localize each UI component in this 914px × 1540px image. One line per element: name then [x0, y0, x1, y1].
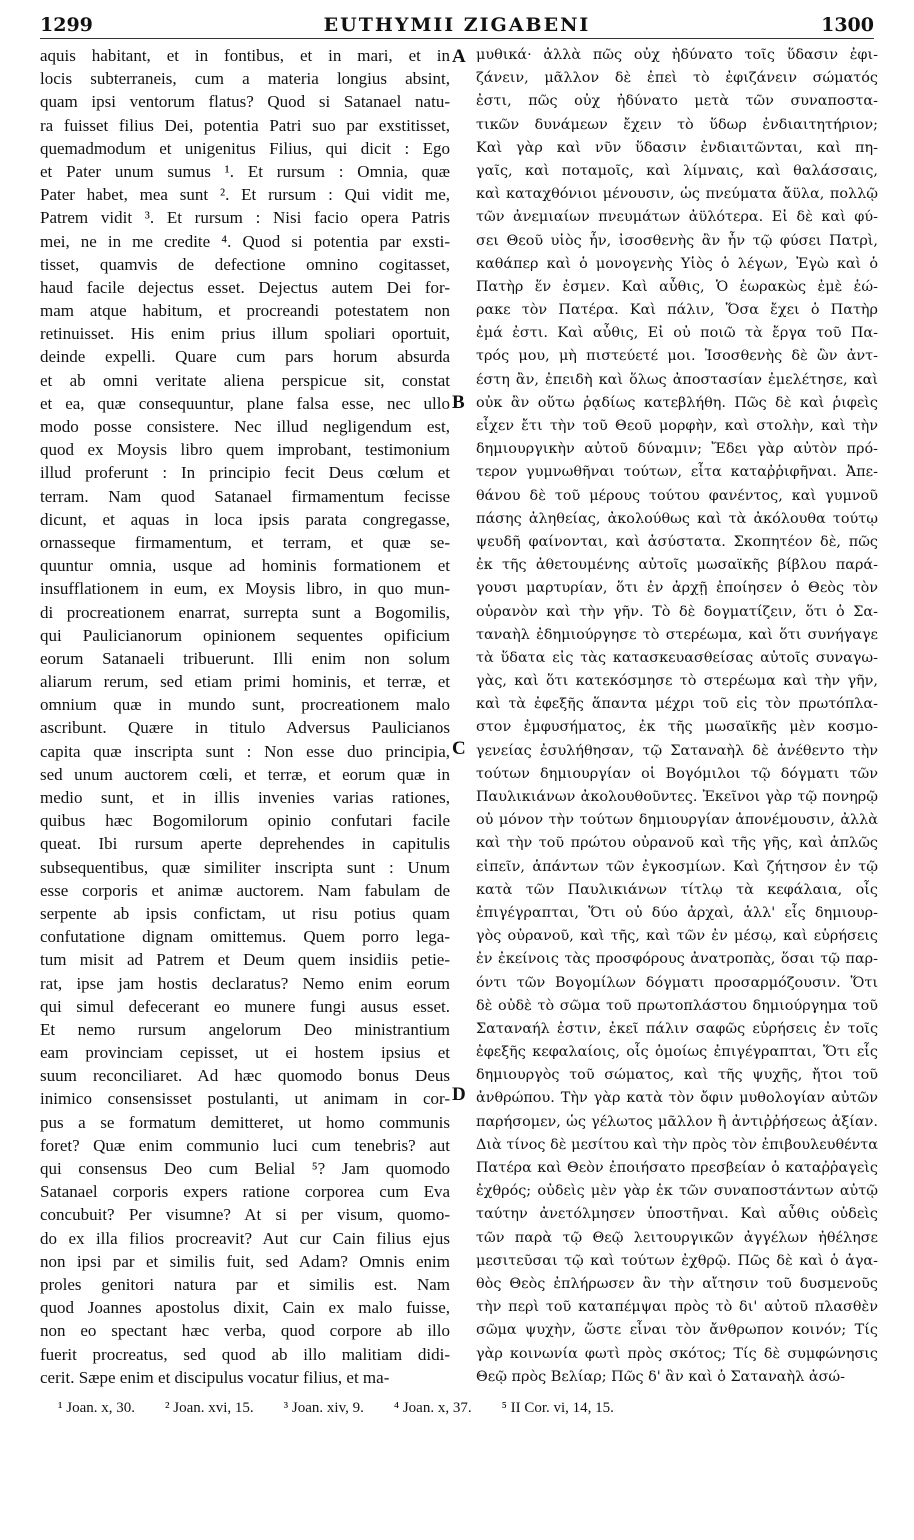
latin-text-line: inimico consensisset postulanti, ut animam in cor- [40, 1089, 450, 1109]
greek-text-line: μεσιτεῦσαι τῷ καὶ τούτων ἐχθρῷ. Πῶς δὲ καὶ ὁ ἀγα- [476, 1252, 878, 1269]
latin-text-line: foret? Quæ enim communio luci cum tenebris? aut [40, 1135, 450, 1155]
greek-text-line: τὴν περὶ τοῦ καταπέμψαι πρὸς τὸ δι' αὐτοῦ πλασθὲν [476, 1299, 878, 1316]
latin-text-line: rat, ipse jam hostis declaratus? Nemo enim eorum [40, 973, 450, 993]
latin-text-line: serpente ab ipsis confictam, ut risu potius quam [40, 903, 450, 923]
latin-text-line: proles genitori natura par et similis est. Nam [40, 1274, 450, 1294]
greek-text-line: Σαταναήλ ἐστιν, ἐκεῖ πάλιν σαφῶς εὑρήσεις ἐν τοῖς [476, 1020, 878, 1037]
greek-text-line: τερον γυμνωθῆναι τούτων, εἶτα καταῤῥιφῆναι. Ἀπε- [476, 464, 878, 481]
greek-text-line: τρός μου, μὴ πιστεύετέ μοι. Ἰσοσθενὴς δὲ ὢν ἀντ- [476, 348, 878, 365]
latin-text-line: capita quæ inscripta sunt : Non esse duo principia, [40, 741, 450, 761]
greek-text-line: ταναὴλ ἐδημιούργησε τὸ στερέωμα, καὶ ὅτι συνήγαγε [476, 626, 878, 643]
latin-text-line: di procreationem enarrat, surrepta sunt a Bogomilis, [40, 602, 450, 622]
greek-text-line: ἐπιγέγραπται, Ὅτι οὐ δύο ἀρχαὶ, ἀλλ' εἷς δημιουρ- [476, 904, 878, 921]
latin-text-line: queat. Ibi rursum aperte deprehendes in capitulis [40, 834, 450, 854]
latin-text-line: sed unum auctorem cœli, et terræ, et eorum quæ in [40, 764, 450, 784]
latin-text-line: haud facile dejectus esset. Dejectus autem Dei for- [40, 277, 450, 297]
greek-text-line: Παυλικιάνων ἀκολουθοῦντες. Ἐκεῖνοι γὰρ τῷ πονηρῷ [476, 789, 878, 805]
greek-text-line: γαῖς, καὶ ποταμοῖς, καὶ λίμναις, καὶ θαλάσσαις, [476, 162, 878, 179]
greek-text-line: τικῶν δυνάμεων ἔχειν τὸ ὕδωρ ἐνδιαιτητήριον; [476, 116, 878, 133]
page-header [40, 14, 874, 39]
greek-text-line: μυθικά· ἀλλὰ πῶς οὐχ ἠδύνατο τοῖς ὕδασιν ἐφι- [476, 47, 878, 63]
latin-column [40, 44, 450, 1389]
left-page-number: 1299 [40, 14, 93, 36]
latin-text-line: quam ipsi ventorum flatus? Quod si Satanael natu- [40, 92, 450, 112]
margin-marker-c: C [452, 738, 466, 759]
footnote: ² Joan. xvi, 15. [165, 1400, 254, 1416]
greek-text-line: ἐν ἐκείνοις τὰς προσφόρους ἀνατροπὰς, ὅσαι τῷ παρ- [476, 951, 878, 968]
latin-text-line: qui Paulicianorum opinionem sequentes opificium [40, 625, 450, 645]
latin-text-line: quemadmodum et unigenitus Filius, qui dicit : Ego [40, 138, 450, 158]
latin-text-line: esse corporis et animæ auctorem. Nam fabulam de [40, 880, 450, 900]
greek-text-line: Καὶ γὰρ καὶ νῦν ὕδασιν ἐνδιαιτῶνται, καὶ πη- [476, 139, 878, 156]
footnote: ⁵ II Cor. vi, 14, 15. [501, 1400, 614, 1416]
latin-text-line: fuerit procreatus, sed quod ab illo malitiam didi- [40, 1344, 450, 1364]
greek-text-line: θὸς Θεὸς ἐπλήρωσεν ἂν τὴν αἴτησιν τοῦ δυσμενοῦς [476, 1275, 878, 1292]
greek-text-line: ἐστι, πῶς οὐχ ἠδύνατο μετὰ τῶν συναποστα- [476, 93, 878, 110]
latin-text-line: et ab omni veritate aliena perspicue sit, constat [40, 370, 450, 390]
margin-marker-d: D [452, 1084, 466, 1105]
latin-text-line: cerit. Sæpe enim et discipulus vocatur filius, et ma- [40, 1367, 390, 1387]
latin-text-line: tisset, quamvis de defectione omnino cogitasset, [40, 254, 450, 274]
greek-text-line: δημιουργικὴν αὐτοῦ δύναμιν; Ἔδει γὰρ αὐτὸν πρό- [476, 441, 878, 458]
greek-text-line: δὲ οὐδὲ τὸ σῶμα τοῦ πρωτοπλάστου δημιούργημα τοῦ [476, 997, 878, 1014]
latin-text-line: insufflationem in eum, ex Moysis libro, in quo mun- [40, 579, 450, 599]
greek-text-line: οὐρανὸν καὶ τὴν γῆν. Τὸ δὲ δογματίζειν, ὅτι ὁ Σα- [476, 603, 878, 620]
latin-text-line: concubuit? Per visumne? At si per visum, quomo- [40, 1205, 450, 1225]
latin-text-line: non eo spectant hæc verba, quod corpore ab illo [40, 1321, 450, 1341]
latin-text-line: deinde expelli. Quare cum pars horum absurda [40, 347, 450, 367]
latin-text-line: subsequentibus, quæ similiter inscripta sunt : Unum [40, 857, 450, 877]
greek-text-line: σει Θεοῦ υἱὸς ἦν, ἰσοσθενὴς ἂν ἦν τῷ φύσει Πατρὶ, [476, 232, 878, 249]
greek-text-line: Θεῷ πρὸς Βελίαρ; Πῶς δ' ἂν καὶ ὁ Σαταναὴλ ἀσώ- [476, 1368, 845, 1385]
greek-text-line: γὸς οὐρανοῦ, καὶ τῆς, καὶ τῶν ἐν μέσῳ, καὶ εὑρήσεις [476, 928, 878, 945]
latin-text-line: eam provinciam cepisset, ut ei hostem ipsius et [40, 1043, 450, 1063]
greek-text-line: τὰ ὕδατα εἰς τὰς κατασκευασθείσας αὐτοῖς συναγω- [476, 649, 878, 666]
latin-text-line: retinuisset. His enim prius illum spoliari oportuit, [40, 324, 450, 344]
greek-text-line: γὰρ κοινωνία φωτὶ πρὸς σκότος; Τίς δὲ συμφώνησις [476, 1345, 878, 1362]
latin-text-line: terram. Nam quod Satanael firmamentum fecisse [40, 486, 450, 506]
latin-text-line: locis subterraneis, cum a materia longius absint, [40, 69, 450, 89]
margin-marker-b: B [452, 392, 465, 413]
greek-text-line: ἀνθρώπου. Τὴν γὰρ κατὰ τὸν ὄφιν μυθολογίαν αὐτῶν [476, 1090, 878, 1107]
greek-text-line: ταύτην ἀνετόλμησεν ὑποστῆναι. Καὶ αὖθις οὐδεὶς [476, 1206, 878, 1223]
greek-text-line: οὐκ ἂν οὕτω ῥᾳδίως κατεβλήθη. Πῶς δὲ καὶ ῥιφεὶς [476, 394, 878, 411]
greek-text-line: στον ἐμφυσήματος, ἐκ τῆς μωσαϊκῆς μὲν κοσμο- [476, 719, 878, 736]
latin-text-line: non ipsi par et similis fuit, sed Adam? Omnis enim [40, 1251, 450, 1271]
footnotes [58, 1400, 854, 1417]
footnote: ⁴ Joan. x, 37. [393, 1400, 472, 1416]
margin-marker-a: A [452, 46, 466, 67]
latin-text-line: dicunt, et aquas in loca ipsis parata congregasse, [40, 509, 450, 529]
greek-text-line: καὶ καταχθόνιοι μένουσιν, ὡς πνεύματα ἄϋλα, πολλῷ [476, 186, 878, 203]
greek-text-line: σῶμα ψυχὴν, ὥστε εἶναι τὸν ἄνθρωπον κοινόν; Τίς [476, 1322, 878, 1339]
footnote: ¹ Joan. x, 30. [58, 1400, 135, 1416]
latin-text-line: et ea, quæ consequuntur, plane falsa esse, nec ullo [40, 393, 450, 413]
greek-text-line: γενείας ἐσυλήθησαν, τῷ Σαταναὴλ δὲ ἀνέθεντο τὴν [476, 742, 878, 759]
greek-text-line: δημιουργὸς τοῦ σώματος, καὶ τῆς ψυχῆς, ἤτοι τοῦ [476, 1067, 878, 1084]
latin-text-line: eorum Satanaeli tribuerunt. Illi enim non solum [40, 648, 450, 668]
greek-text-line: Πατέρα καὶ Θεὸν ἐποιήσατο πρεσβείαν ὁ καταῤῥαγεὶς [476, 1160, 878, 1176]
latin-text-line: do ex illa filios procreavit? Aut cur Cain filius ejus [40, 1228, 450, 1248]
latin-text-line: modo posse consistere. Nec illud negligendum est, [40, 417, 450, 436]
latin-text-line: ascribunt. Quære in titulo Adversus Paulicianos [40, 718, 450, 738]
greek-text-line: ἐφεξῆς κεφαλαίοις, οἷς ὁμοίως ἐπιγέγραπται, Ὅτι εἷς [476, 1044, 878, 1061]
greek-text-line: παρήσομεν, ὡς γέλωτος μᾶλλον ἢ ἀντιῤῥήσεως ἀξίαν. [476, 1113, 878, 1130]
latin-text-line: illud proferunt : In principio fecit Deus cœlum et [40, 463, 450, 483]
greek-text-line: τούτων δημιουργίαν οἱ Βογόμιλοι τῷ δόγματι τῶν [476, 765, 878, 782]
latin-text-line: qui simul defecerant eo munere fungi ausus esset. [40, 996, 450, 1016]
footnote: ³ Joan. xiv, 9. [283, 1400, 364, 1416]
latin-text-line: quibus hæc Bogomilorum opinio confutari facile [40, 811, 450, 831]
latin-text-line: et Pater unum sumus ¹. Et rursum : Omnia, quæ [40, 161, 450, 181]
latin-text-line: aliarum rerum, sed etiam primi hominis, et terræ, et [40, 672, 450, 692]
greek-text-line: εἶχεν ἔτι τὴν τοῦ Θεοῦ μορφὴν, καὶ στολὴν, καὶ τὴν [476, 418, 878, 434]
greek-text-line: καὶ τὰ ἐφεξῆς ἅπαντα μέχρι τοῦ εἰς τὸν πρωτόπλα- [476, 696, 878, 713]
greek-text-line: κατὰ τῶν Παυλικιάνων τίτλῳ τὰ κεφάλαια, οἷς [476, 881, 878, 898]
greek-text-line: καὶ τὴν τοῦ πρώτου οὐρανοῦ καὶ τῆς γῆς, καὶ ἁπλῶς [476, 835, 878, 852]
latin-text-line: Satanael corporis expers ratione corporea cum Eva [40, 1182, 450, 1202]
latin-text-line: Et nemo rursum angelorum Deo ministrantium [40, 1019, 450, 1039]
latin-text-line: qui consensus Deo cum Belial ⁵? Jam quomodo [40, 1159, 450, 1178]
latin-text-line: quuntur omnia, usque ad hominis formationem et [40, 556, 450, 576]
latin-text-line: quod Joannes apostolus dixit, Cain ex malo fuisse, [40, 1298, 450, 1318]
latin-text-line: quod ex Moysis libro quem improbant, testimonium [40, 440, 450, 460]
latin-text-line: Patrem vidit ³. Et rursum : Nisi facio opera Patris [40, 208, 450, 228]
greek-text-line: ζάνειν, μᾶλλον δὲ ἐπεὶ τὸ ἐφιζάνειν σώματός [476, 70, 878, 87]
greek-text-line: όντι τῶν Βογομίλων δόγματι προσαρμόζουσιν. Ὅτι [476, 974, 878, 991]
latin-text-line: omnium quæ in mundo sunt, procreationem malo [40, 695, 450, 715]
greek-text-line: ρακε τὸν Πατέρα. Καὶ πάλιν, Ὅσα ἔχει ὁ Πατὴρ [476, 302, 878, 319]
greek-text-line: Πατὴρ ἕν ἐσμεν. Καὶ αὖθις, Ὁ ἑωρακὼς ἐμὲ ἑώ- [476, 278, 878, 295]
greek-text-line: τῶν ἀνεμιαίων πνευμάτων ἀϋλότερα. Εἰ δὲ καὶ φύ- [476, 209, 878, 226]
running-title: EUTHYMII ZIGABENI [323, 14, 591, 36]
greek-text-line: γουσι μαρτυρίαν, ὅτι ἐν ἀρχῇ ἐποίησεν ὁ Θεὸς τὸν [476, 580, 878, 597]
latin-text-line: ornasseque firmamentum, et terram, et quæ se- [40, 532, 450, 552]
latin-text-line: pus a se formatum demitteret, ut homo communis [40, 1112, 450, 1132]
greek-text-line: ἐμά ἐστι. Καὶ αὖθις, Εἰ οὐ ποιῶ τὰ ἔργα τοῦ Πα- [476, 325, 878, 342]
latin-text-line: mei, ne in me credite ⁴. Quod si potentia par exsti- [40, 231, 450, 251]
greek-text-line: γὰς, καὶ ὅτι κατεκόσμησε τὸ στερέωμα καὶ τὴν γῆν, [476, 673, 878, 690]
latin-text-line: aquis habitant, et in fontibus, et in mari, et in [40, 46, 450, 65]
right-page-number: 1300 [821, 14, 874, 36]
latin-text-line: mam atque habitum, et procreandi potestatem non [40, 301, 450, 321]
greek-text-line: εἰπεῖν, ἁπάντων τῶν ἐγκοσμίων. Καὶ ζήτησον ἐν τῷ [476, 858, 878, 875]
latin-text-line: tum misit ad Patrem et Deum quem insidiis petie- [40, 950, 450, 970]
greek-text-line: θάνου δὲ τοῦ μέρους τούτου φανέντος, καὶ γυμνοῦ [476, 487, 878, 504]
greek-column [476, 44, 878, 1389]
greek-text-line: καθάπερ καὶ ὁ μονογενὴς Υἱὸς ὁ λέγων, Ἐγὼ καὶ ὁ [476, 255, 878, 272]
greek-text-line: Διὰ τίνος δὲ μεσίτου καὶ τὴν πρὸς τὸν ἐπιβουλευθέντα [476, 1136, 878, 1153]
greek-text-line: πάσης ἀληθείας, ἀκολούθως καὶ τὰ ἀκόλουθα τούτῳ [476, 510, 878, 527]
latin-text-line: suum reconciliaret. Ad hæc quomodo bonus Deus [40, 1066, 450, 1086]
latin-text-line: confutatione dignam omittemus. Quem porro lega- [40, 927, 450, 947]
greek-text-line: ἐκ τῆς ἀθετουμένης αὐτοῖς μωσαϊκῆς βίβλου παρά- [476, 557, 878, 574]
latin-text-line: medio sunt, et in illis invenies varias rationes, [40, 788, 450, 807]
latin-text-line: ra fuisset filius Dei, potentia Patri suo par exstitisset, [40, 115, 450, 135]
greek-text-line: οὐ μόνον τὴν τούτων δημιουργίαν ἀπονέμουσιν, ἀλλὰ [476, 812, 878, 829]
greek-text-line: τῶν παρὰ τῷ Θεῷ λειτουργικῶν ἀγγέλων ἠθέλησε [476, 1229, 878, 1246]
greek-text-line: έστη ἂν, ἐπειδὴ καὶ ὅλως ἀποστασίαν ἐμελέτησε, καὶ [476, 371, 878, 388]
greek-text-line: ψευδῆ φαίνονται, καὶ ἀσύστατα. Σκοπητέον δὲ, πῶς [476, 533, 878, 550]
latin-text-line: Pater habet, mea sunt ². Et rursum : Qui vidit me, [40, 185, 450, 205]
greek-text-line: ἐχθρός; οὐδεὶς μὲν γὰρ ἐκ τῶν συναποστάντων αὐτῷ [476, 1183, 878, 1200]
